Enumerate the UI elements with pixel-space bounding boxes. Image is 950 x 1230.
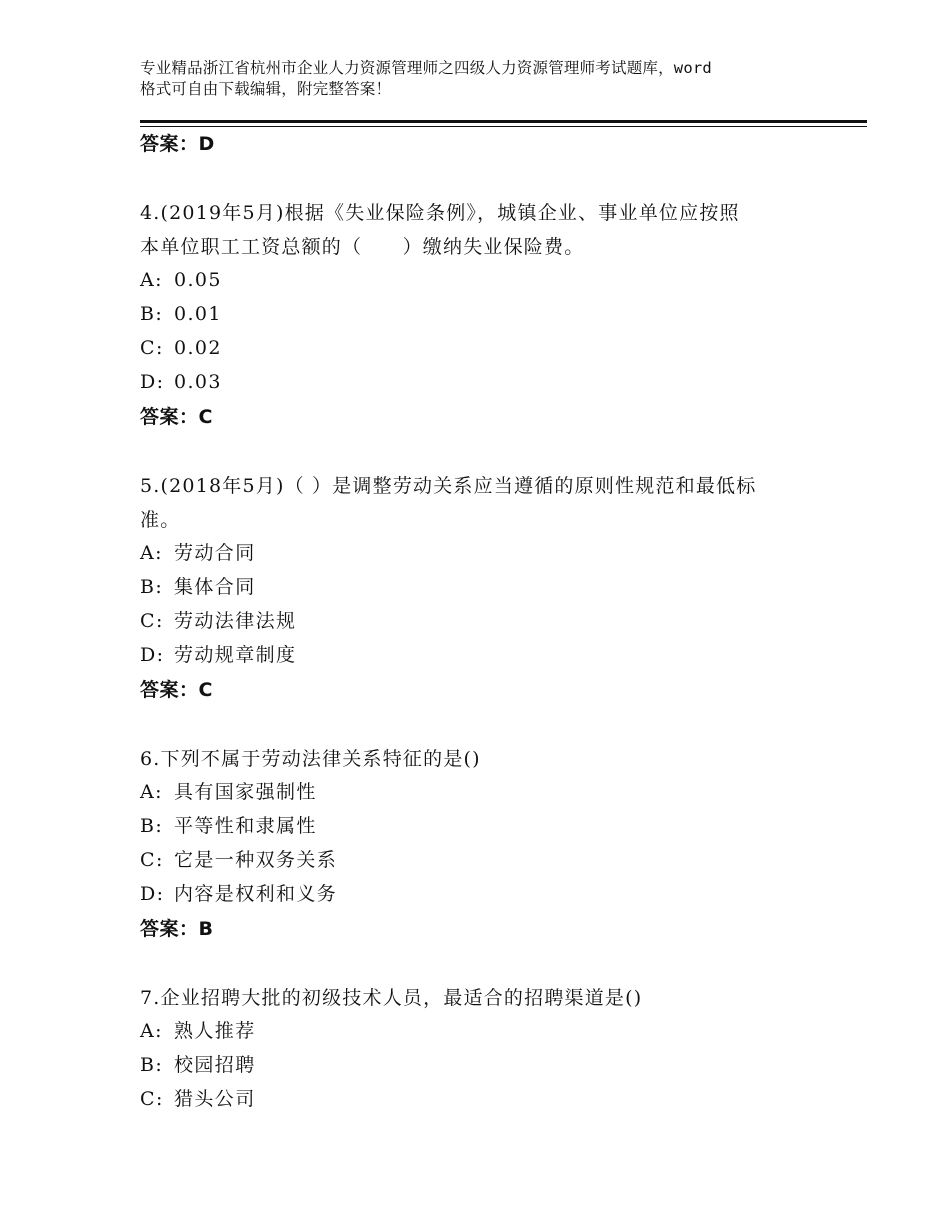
question-4-answer: 答案：C	[140, 406, 213, 428]
question-5-answer: 答案：C	[140, 679, 213, 701]
question-5-option-b: B: 集体合同	[140, 576, 256, 598]
question-4-option-d: D: 0.03	[140, 371, 222, 393]
question-6-option-c: C: 它是一种双务关系	[140, 849, 338, 871]
question-5-line-2: 准。	[140, 509, 181, 531]
question-7-line-1: 7.企业招聘大批的初级技术人员，最适合的招聘渠道是()	[140, 987, 643, 1009]
question-4-option-a: A: 0.05	[140, 269, 222, 291]
question-6-option-d: D: 内容是权利和义务	[140, 883, 338, 905]
question-7-option-c: C: 猎头公司	[140, 1088, 256, 1110]
question-4-line-2: 本单位职工工资总额的（ ）缴纳失业保险费。	[140, 236, 585, 258]
question-4-line-1: 4.(2019年5月)根据《失业保险条例》，城镇企业、事业单位应按照	[140, 202, 740, 224]
question-6-answer: 答案：B	[140, 918, 214, 940]
question-7-option-b: B: 校园招聘	[140, 1054, 256, 1076]
question-5-option-c: C: 劳动法律法规	[140, 610, 297, 632]
question-5-option-d: D: 劳动规章制度	[140, 644, 297, 666]
question-5-option-a: A: 劳动合同	[140, 542, 256, 564]
question-5-text	[140, 469, 820, 537]
answer-previous: 答案：D	[140, 133, 215, 155]
question-7-text	[140, 981, 820, 1015]
question-6-text	[140, 742, 820, 776]
header-line-2: 格式可自由下载编辑，附完整答案！	[140, 80, 392, 98]
question-4-text	[140, 196, 820, 264]
question-6-option-b: B: 平等性和隶属性	[140, 815, 317, 837]
question-5-line-1: 5.(2018年5月)（ ）是调整劳动关系应当遵循的原则性规范和最低标	[140, 475, 757, 497]
question-4-option-b: B: 0.01	[140, 303, 222, 325]
header-divider-thin	[140, 126, 867, 127]
header-line-1: 专业精品浙江省杭州市企业人力资源管理师之四级人力资源管理师考试题库，word	[140, 59, 712, 77]
question-7-option-a: A: 熟人推荐	[140, 1020, 256, 1042]
question-4-option-c: C: 0.02	[140, 337, 222, 359]
document-header	[140, 58, 830, 100]
question-6-option-a: A: 具有国家强制性	[140, 781, 317, 803]
header-divider-thick	[140, 120, 867, 123]
question-6-line-1: 6.下列不属于劳动法律关系特征的是()	[140, 748, 481, 770]
